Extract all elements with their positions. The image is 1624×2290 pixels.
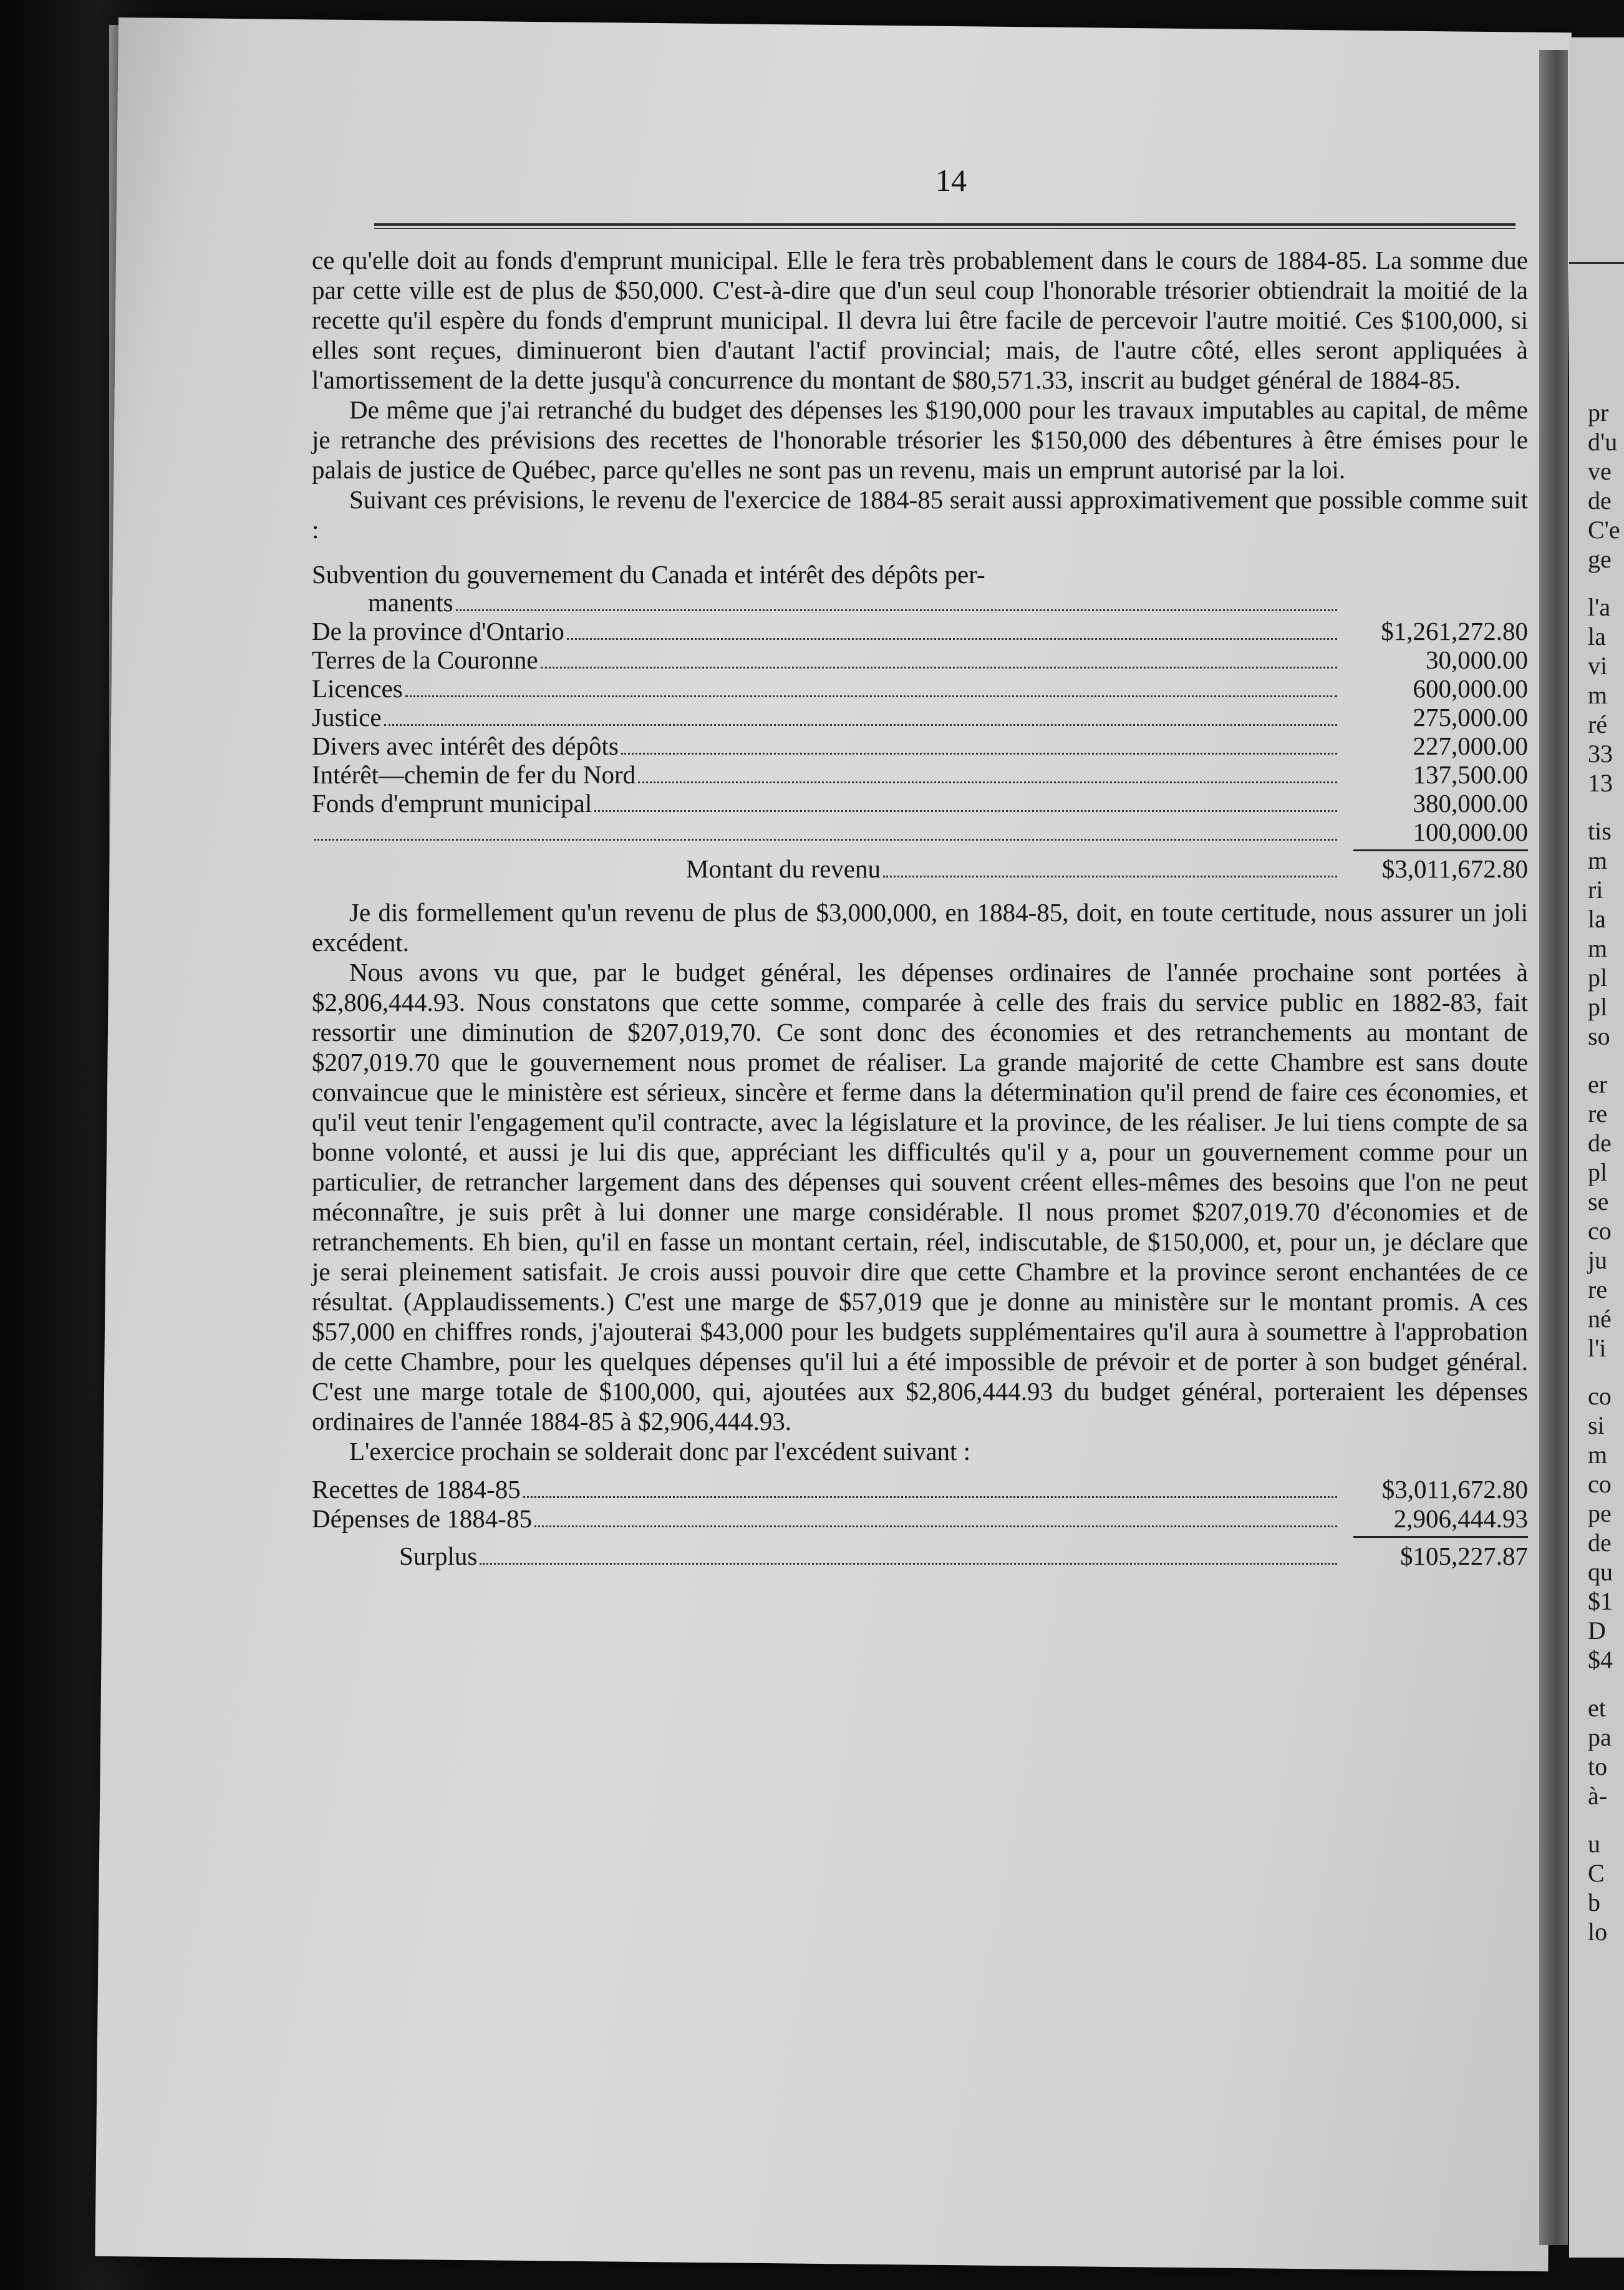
adjacent-page-fragment: lo <box>1588 1918 1608 1946</box>
leader-dots <box>384 724 1337 726</box>
balance-row <box>312 1504 1528 1534</box>
adjacent-page-fragment: se <box>1588 1187 1609 1215</box>
revenue-total-amount: $3,011,672.80 <box>1381 854 1528 883</box>
adjacent-page-fragment: u <box>1588 1830 1600 1858</box>
paragraph-2: De même que j'ai retranché du budget des dépenses les $190,000 pour les travaux imputables au capital, de même je retranche des prévisions des recettes de l'honorable trésorier les $150,000 des débentures à être émises pour le palais de justice de Québec, parce qu'elles ne sont pas un revenu, mais un emprunt autorisé par la loi. <box>312 395 1528 484</box>
leader-dots <box>480 1563 1337 1565</box>
revenue-label: Subvention du gouvernement du Canada et intérêt des dépôts per- <box>312 560 985 589</box>
paragraph-3: Suivant ces prévisions, le revenu de l'exercice de 1884-85 serait aussi approximativement que possible comme suit : <box>312 485 1528 544</box>
adjacent-page-fragment: so <box>1588 1022 1610 1050</box>
leader-dots <box>456 609 1337 611</box>
revenue-label: Licences <box>312 674 403 703</box>
revenue-row <box>312 732 1528 761</box>
adjacent-page-fragment: C <box>1588 1859 1605 1887</box>
balance-table <box>312 1475 1528 1571</box>
leader-dots <box>523 1496 1337 1498</box>
revenue-label: De la province d'Ontario <box>312 617 564 645</box>
sum-rule <box>312 1534 1528 1542</box>
adjacent-page-fragment: pe <box>1588 1499 1612 1527</box>
adjacent-page-fragment: re <box>1588 1275 1608 1303</box>
adjacent-page-fragment: to <box>1588 1752 1608 1780</box>
adjacent-page-fragment: ré <box>1588 710 1608 738</box>
adjacent-page-fragment: b <box>1588 1888 1600 1916</box>
paragraph-6: L'exercice prochain se solderait donc par l'excédent suivant : <box>349 1437 971 1466</box>
adjacent-page-fragment: $1 <box>1588 1587 1613 1615</box>
revenue-row <box>312 675 1528 703</box>
balance-label: Recettes de 1884-85 <box>312 1475 521 1504</box>
adjacent-page-fragment: D <box>1588 1616 1606 1645</box>
adjacent-page <box>1569 37 1624 2258</box>
adjacent-page-fragment: à- <box>1588 1782 1608 1810</box>
adjacent-page-fragment: et <box>1588 1694 1606 1722</box>
adjacent-page-fragment: la <box>1588 905 1606 933</box>
revenue-label: Justice <box>312 703 382 732</box>
sum-rule <box>312 847 1528 855</box>
leader-dots <box>621 753 1337 755</box>
adjacent-page-fragment: 13 <box>1588 769 1613 797</box>
paragraph-5: Nous avons vu que, par le budget général, les dépenses ordinaires de l'année prochaine sont portées à $2,806,444.93. Nous constatons que cette somme, comparée à celle des frais du service public en 1882-83, fait ressortir une diminution de $207,019,70. Ce sont donc des économies et des retranchements au montant de $207,019.70 que le gouvernement nous promet de réaliser. La grande majorité de cette Chambre est sans doute convaincue que le ministère est sérieux, sincère et ferme dans la détermination qu'il prend de faire ces économies, et qu'il veut tenir l'engagement qu'il contracte, avec la législature et la province, de les réaliser. Je lui tiens compte de sa bonne volonté, et aussi je lui dis que, appréciant les difficultés qu'il y a, pour un gouvernement comme pour un particulier, de retrancher largement dans des dépenses qui souvent créent elles-mêmes des besoins que l'on ne peut méconnaître, je suis prêt à lui donner une marge considérable. Il nous promet $207,019.70 d'économies et de retranchements. Eh bien, qu'il en fasse un montant certain, réel, indiscutable, de $150,000, et, pour un, je déclare que je serai pleinement satisfait. Je crois aussi pouvoir dire que cette Chambre et la province seront enchantées de ce résultat. (Applaudissements.) C'est une marge de $57,019 que je donne au ministère sur le montant promis. A ces $57,000 en chiffres ronds, j'ajouterai $43,000 pour les budgets supplémentaires qu'il aura à soumettre à l'approbation de cette Chambre, pour les quelques dépenses qu'il lui a été impossible de prévoir et de porter à son budget général. C'est une marge totale de $100,000, qui, ajoutées aux $2,806,444.93 du budget général, porteraient les dépenses ordinaires de l'année 1884-85 à $2,906,444.93. <box>312 958 1528 1436</box>
revenue-total-label: Montant du revenu <box>686 854 881 883</box>
adjacent-page-fragment: ju <box>1588 1246 1608 1274</box>
adjacent-page-fragment: m <box>1588 934 1608 962</box>
page-content <box>312 150 1528 1571</box>
revenue-label: Terres de la Couronne <box>312 645 538 674</box>
revenue-amount: 600,000.00 <box>1413 674 1528 703</box>
revenue-row <box>312 703 1528 732</box>
balance-label: Dépenses de 1884-85 <box>312 1504 532 1533</box>
adjacent-page-fragment: l'a <box>1588 593 1611 621</box>
revenue-amount: 30,000.00 <box>1426 645 1528 674</box>
revenue-row <box>312 617 1528 646</box>
adjacent-page-fragment: co <box>1588 1217 1612 1245</box>
adjacent-page-fragment: pa <box>1588 1723 1612 1751</box>
leader-dots <box>638 781 1337 783</box>
adjacent-page-fragment: de <box>1588 486 1612 515</box>
revenue-row-header <box>312 561 1528 589</box>
adjacent-page-fragment: 33 <box>1588 740 1613 768</box>
revenue-total-row <box>312 855 1528 884</box>
revenue-label: Divers avec intérêt des dépôts <box>312 732 619 760</box>
revenue-row <box>312 646 1528 675</box>
balance-amount: 2,906,444.93 <box>1393 1504 1528 1533</box>
book-gutter <box>1539 50 1568 2245</box>
header-rule <box>374 223 1515 229</box>
adjacent-page-fragment: m <box>1588 681 1608 709</box>
revenue-label: manents <box>368 588 453 617</box>
body-section-2 <box>312 897 1528 1466</box>
revenue-table <box>312 561 1528 884</box>
adjacent-page-fragment: qu <box>1588 1558 1613 1586</box>
revenue-row <box>312 818 1528 847</box>
leader-dots <box>594 810 1337 812</box>
surplus-row <box>312 1542 1528 1571</box>
adjacent-page-fragment: ri <box>1588 876 1603 904</box>
leader-dots <box>314 839 1337 841</box>
adjacent-page-fragment: tis <box>1588 817 1612 845</box>
revenue-amount: 275,000.00 <box>1413 703 1528 732</box>
adjacent-page-fragment: de <box>1588 1529 1612 1557</box>
revenue-row <box>312 589 1528 617</box>
adjacent-page-fragment: né <box>1588 1305 1612 1333</box>
adjacent-page-fragment: er <box>1588 1070 1608 1098</box>
adjacent-page-fragment: m <box>1588 1441 1608 1469</box>
adjacent-page-rule <box>1569 262 1624 264</box>
balance-row <box>312 1475 1528 1504</box>
adjacent-page-fragment: C'e <box>1588 516 1620 544</box>
adjacent-page-fragment: la <box>1588 622 1606 650</box>
adjacent-page-fragment: co <box>1588 1382 1612 1410</box>
revenue-amount: 137,500.00 <box>1413 760 1528 789</box>
adjacent-page-fragment: de <box>1588 1129 1612 1157</box>
adjacent-page-fragment: pl <box>1588 993 1608 1021</box>
revenue-label: Intérêt—chemin de fer du Nord <box>312 760 636 789</box>
adjacent-page-fragment: $4 <box>1588 1646 1613 1674</box>
revenue-amount: 380,000.00 <box>1413 789 1528 818</box>
revenue-amount: 100,000.00 <box>1413 818 1528 846</box>
paragraph-4: Je dis formellement qu'un revenu de plus de $3,000,000, en 1884-85, doit, en toute certitude, nous assurer un joli excédent. <box>312 898 1528 957</box>
leader-dots <box>405 695 1337 697</box>
adjacent-page-fragment: pl <box>1588 964 1608 992</box>
adjacent-page-fragment: si <box>1588 1411 1605 1439</box>
balance-amount: $3,011,672.80 <box>1381 1475 1528 1504</box>
adjacent-page-fragment: pr <box>1588 399 1609 427</box>
adjacent-page-fragment: pl <box>1588 1158 1608 1186</box>
surplus-amount: $105,227.87 <box>1400 1542 1528 1570</box>
adjacent-page-fragment: ge <box>1588 545 1612 573</box>
revenue-amount: $1,261,272.80 <box>1381 617 1528 645</box>
adjacent-page-fragment: m <box>1588 846 1608 874</box>
adjacent-page-fragment: vi <box>1588 652 1608 680</box>
surplus-label: Surplus <box>399 1542 478 1570</box>
page-number: 14 <box>935 163 967 198</box>
leader-dots <box>541 667 1337 669</box>
adjacent-page-fragment: re <box>1588 1099 1608 1128</box>
revenue-label: Fonds d'emprunt municipal <box>312 789 592 818</box>
revenue-row <box>312 761 1528 790</box>
leader-dots <box>567 638 1337 640</box>
adjacent-page-fragment: ve <box>1588 457 1612 485</box>
adjacent-page-fragment: co <box>1588 1470 1612 1498</box>
revenue-row <box>312 790 1528 818</box>
leader-dots <box>883 876 1337 877</box>
adjacent-page-fragment: d'u <box>1588 428 1618 456</box>
leader-dots <box>534 1525 1337 1527</box>
revenue-amount: 227,000.00 <box>1413 732 1528 760</box>
paragraph-1: ce qu'elle doit au fonds d'emprunt municipal. Elle le fera très probablement dans le cours de 1884-85. La somme due par cette ville est de plus de $50,000. C'est-à-dire que d'un seul coup l'honorable trésorier obtiendrait la moitié de la recette qu'il espère du fonds d'emprunt municipal. Il devra lui être facile de percevoir l'autre moitié. Ces $100,000, si elles sont reçues, diminueront bien d'autant l'actif provincial; mais, de l'autre côté, elles seront appliquées à l'amortissement de la dette jusqu'à concurrence du montant de $80,571.33, inscrit au budget général de 1884-85. <box>312 246 1528 394</box>
adjacent-page-fragment: l'i <box>1588 1334 1607 1362</box>
